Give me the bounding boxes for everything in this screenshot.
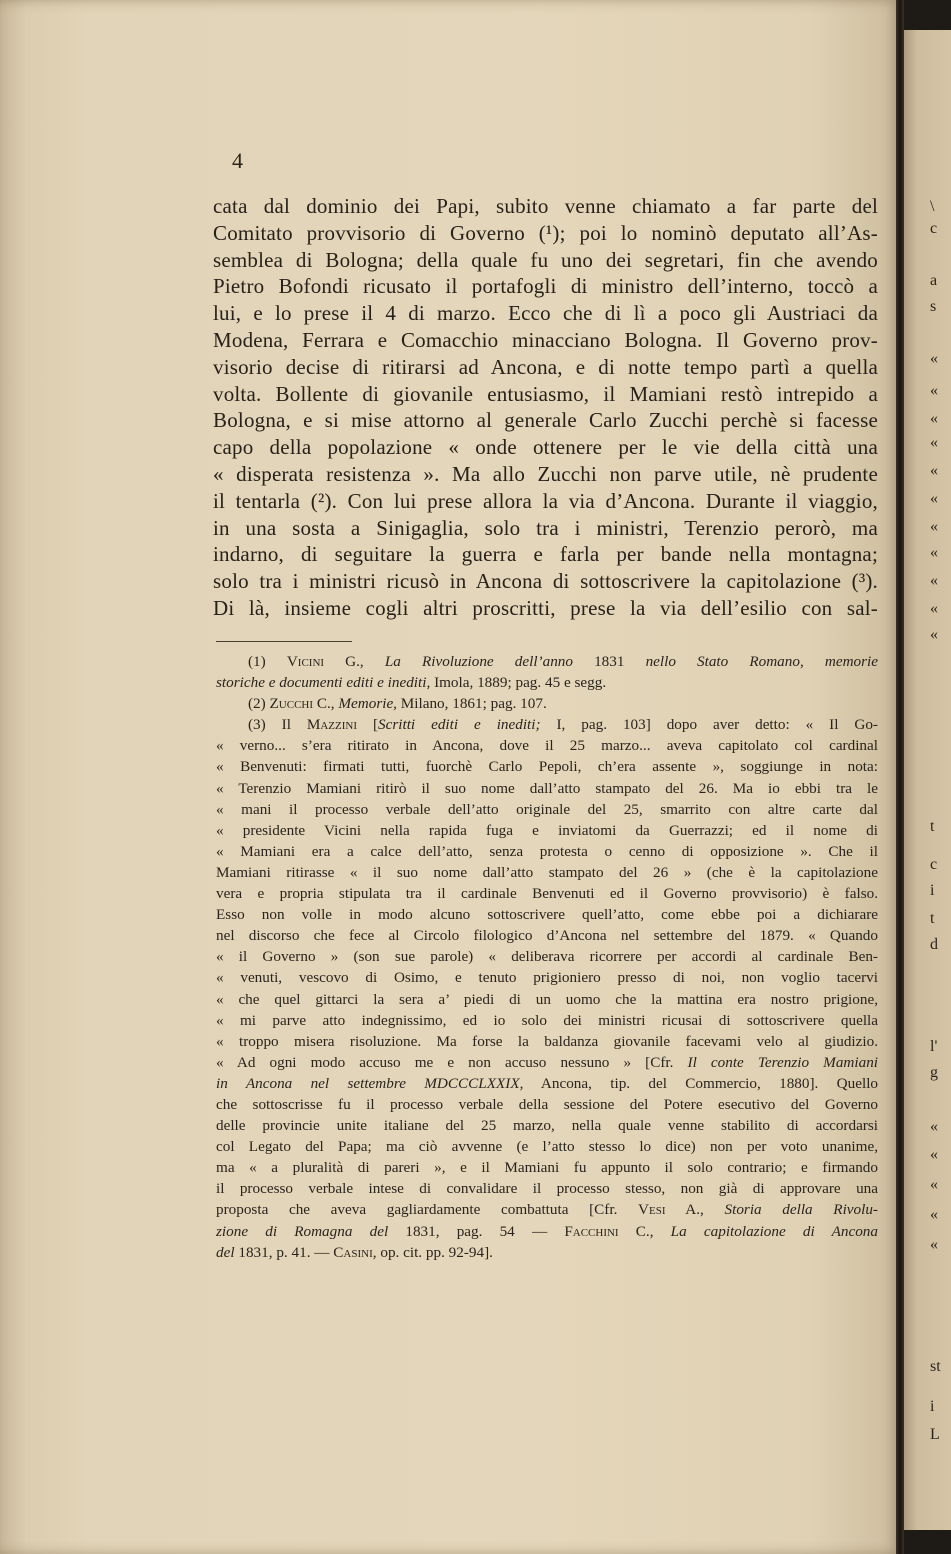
facing-page-letter: «	[930, 600, 938, 617]
footnote-fragment: C.,	[313, 695, 339, 713]
footnote-fragment: Ancona, tip. del Commercio, 1880]. Quello	[523, 1074, 879, 1092]
footnote-fragment: nel discorso che fece al Circolo filologico d’Ancona nel settembre del 1879. « Quando	[216, 927, 878, 945]
facing-page-letter: L	[930, 1426, 940, 1443]
footnote-fragment: Mamiani ritirasse « il suo nome dall’atto stampato del 26 » (che è la capitolazione	[216, 863, 878, 881]
footnote-line	[216, 989, 878, 1010]
footnote-line	[216, 672, 878, 693]
footnote-line	[216, 967, 878, 988]
footnote-fragment: Vicini	[286, 653, 325, 670]
text-line: in una sosta a Sinigaglia, solo tra i ministri, Terenzio perorò, ma	[213, 515, 878, 540]
facing-page-letter: a	[930, 272, 938, 289]
text-line: semblea di Bologna; della quale fu uno dei segretari, fin che avendo	[213, 247, 878, 272]
text-line: Modena, Ferrara e Comacchio minacciano Bologna. Il Governo prov-	[213, 327, 878, 352]
text-line: capo della popolazione « onde ottenere per le vie della città una	[213, 435, 878, 460]
footnote-fragment: La capitolazione di Ancona	[670, 1222, 878, 1240]
text-line: visorio decise di ritirarsi ad Ancona, e di notte tempo partì a quella	[213, 354, 878, 379]
footnote-fragment: zione di Romagna del	[216, 1222, 389, 1240]
footnote-fragment: col Legato del Papa; ma ciò avvenne (e l’atto stesso lo dice) non per voto unanime,	[216, 1138, 878, 1156]
footnote-line	[216, 820, 878, 841]
footnote-fragment: « Terenzio Mamiani ritirò il suo nome dall’atto stampato del 26. Ma io ebbi tra le	[216, 779, 878, 797]
footnote-line	[216, 651, 878, 672]
footnote-fragment: vera e propria stipulata tra il cardinale Benvenuti ed il Governo provvisorio) è falso.	[216, 885, 878, 903]
footnote-line	[216, 1010, 878, 1031]
footnote-fragment: « troppo misera risoluzione. Ma forse la baldanza giovanile facevami velo al giudizio.	[216, 1032, 878, 1050]
footnote-fragment: « Mamiani era a calce dell’atto, senza protesta o cenno di opposizione ». Che il	[216, 842, 878, 860]
footnote-fragment: Vesi	[638, 1201, 666, 1219]
facing-page-letter: «	[930, 382, 938, 399]
footnote-fragment: 1831, p. 41. —	[234, 1243, 334, 1261]
facing-page-letter: d	[930, 936, 938, 953]
facing-page-letter: «	[930, 626, 938, 643]
facing-page-letter: c	[930, 220, 938, 237]
footnote-line	[216, 1073, 878, 1094]
text-line: Di là, insieme cogli altri proscritti, prese la via dell’esilio con sal-	[213, 595, 878, 620]
facing-page-letter: «	[930, 490, 938, 507]
footnote-fragment: ,	[799, 653, 825, 670]
footnote-fragment: (3) Il	[248, 716, 307, 734]
facing-page-letter: i	[930, 882, 935, 899]
footnote-fragment: ma « a pluralità di pareri », e il Mamiani fu appunto il solo contrario; e firmando	[216, 1159, 878, 1177]
footnote-line	[216, 714, 878, 735]
footnote-fragment: Zucchi	[269, 695, 314, 713]
footnote-fragment: Scritti editi e inediti;	[378, 716, 541, 734]
facing-page-letter: «	[930, 1236, 938, 1253]
facing-page-letter: st	[930, 1358, 941, 1375]
footnote-fragment: Facchini	[564, 1222, 619, 1240]
footnote-fragment: proposta che aveva gagliardamente combattuta [Cfr.	[216, 1201, 639, 1219]
text-line: cata dal dominio dei Papi, subito venne chiamato a far parte del	[213, 194, 878, 218]
text-line: il tentarla (²). Con lui prese allora la via d’Ancona. Durante il viaggio,	[213, 488, 878, 513]
footnote-line	[216, 1094, 878, 1115]
text-line: volta. Bollente di giovanile entusiasmo, il Mamiani restò intrepido a	[213, 381, 878, 406]
footnote-line	[216, 883, 878, 904]
footnote-line	[216, 904, 878, 925]
facing-page-letter: l'	[930, 1038, 938, 1055]
footnote-fragment: Esso non volle in modo alcuno sottoscrivere quell’atto, come ebbe poi a dichiarare	[216, 906, 878, 924]
facing-page-letter: «	[930, 350, 938, 367]
footnote-fragment: Milano, 1861; pag. 107.	[396, 695, 547, 713]
footnote-fragment: « venuti, vescovo di Osimo, e tenuto prigioniero presso di noi, non voglio tacervi	[216, 969, 878, 987]
footnote-line	[216, 1178, 878, 1199]
footnote-fragment: [	[357, 716, 379, 734]
facing-page-letter: «	[930, 572, 938, 589]
facing-page-letter: c	[930, 856, 938, 873]
footnote-fragment: La Rivoluzione dell’anno	[384, 653, 573, 670]
facing-page-letter: s	[930, 298, 937, 315]
footnote-line	[216, 735, 878, 756]
footnote-fragment: Il conte Terenzio Mamiani	[687, 1053, 879, 1071]
footnote-line	[216, 1199, 878, 1220]
footnote-fragment: in Ancona nel settembre MDCCCLXXIX,	[216, 1074, 524, 1092]
footnote-fragment: « verno... s’era ritirato in Ancona, dove il 25 marzo... aveva capitolato col cardinal	[216, 737, 878, 755]
footnote-fragment: A.,	[665, 1201, 725, 1219]
footnote-fragment: Memorie,	[338, 695, 397, 713]
footnote-line	[216, 925, 878, 946]
footnote-fragment: « mi parve atto indegnissimo, ed io solo dei ministri ricusai di sottoscrivere quella	[216, 1011, 878, 1029]
footnote-fragment: delle provincie unite italiane del 25 marzo, nella quale venne stabilito di accordarsi	[216, 1117, 878, 1135]
footnote-fragment: « presidente Vicini nella rapida fuga e inviatomi da Guerrazzi; ed il nome di	[216, 821, 878, 839]
facing-page-letter: «	[930, 1146, 938, 1163]
text-line: Pietro Bofondi ricusato il portafogli di ministro dell’interno, toccò a	[213, 274, 878, 299]
facing-page-letter: «	[930, 462, 938, 479]
footnote-fragment: memorie	[824, 653, 879, 670]
footnote-fragment: Storia della Rivolu-	[724, 1201, 878, 1219]
footnote-fragment: « che quel gittarci la sera a’ piedi di un uomo che la mattina era nostro prigione,	[216, 990, 878, 1008]
footnote-line	[216, 693, 878, 714]
text-line: « disperata resistenza ». Ma allo Zucchi non parve utile, nè prudente	[213, 461, 878, 486]
footnote-line	[216, 1136, 878, 1157]
footnote-fragment: G.,	[324, 653, 385, 670]
text-line: indarno, di seguitare la guerra e farla per bande nella montagna;	[213, 542, 878, 567]
main-text-block	[213, 193, 878, 622]
facing-page-letter: «	[930, 434, 938, 451]
facing-page-letter: «	[930, 410, 938, 427]
footnote-line	[216, 1052, 878, 1073]
footnote-line	[216, 799, 878, 820]
footnote-line	[216, 841, 878, 862]
footnote-line	[216, 1157, 878, 1178]
footnote-fragment: « mani il processo verbale dell’atto originale del 25, smarrito con altre carte dal	[216, 800, 878, 818]
facing-page-letter: t	[930, 910, 935, 927]
footnote-line	[216, 1115, 878, 1136]
footnote-fragment: « il Governo » (son sue parole) « deliberava ricorrere per accordi al cardinale Ben-	[216, 948, 878, 966]
footnote-fragment: 1831, pag. 54 —	[388, 1222, 565, 1240]
footnote-line	[216, 1221, 878, 1242]
footnote-separator-rule	[216, 641, 352, 642]
facing-page-letter: t	[930, 818, 935, 835]
footnote-line	[216, 862, 878, 883]
footnote-line	[216, 1031, 878, 1052]
facing-page-letter: i	[930, 1398, 935, 1415]
footnote-line	[216, 756, 878, 777]
footnote-fragment: (2)	[248, 695, 270, 713]
facing-page-letter: «	[930, 544, 938, 561]
facing-page-edge	[902, 30, 951, 1530]
page-number: 4	[232, 148, 243, 173]
footnote-fragment: nello Stato Romano	[645, 653, 800, 670]
footnotes-block	[216, 651, 878, 1263]
footnote-fragment: 1831	[572, 653, 646, 670]
text-line: Bologna, e si mise attorno al generale Carlo Zucchi perchè si facesse	[213, 408, 878, 433]
footnote-fragment: che sottoscrisse fu il processo verbale della sessione del Potere esecutivo del Governo	[216, 1095, 878, 1113]
facing-page-letter: «	[930, 518, 938, 535]
footnote-fragment: Casini	[333, 1243, 373, 1261]
footnote-line	[216, 778, 878, 799]
facing-page-letter: «	[930, 1118, 938, 1135]
footnote-line	[216, 1242, 878, 1263]
footnote-fragment: « Ad ogni modo accuso me e non accuso nessuno » [Cfr.	[216, 1053, 688, 1071]
footnote-line	[216, 946, 878, 967]
footnote-fragment: I, pag. 103] dopo aver detto: « Il Go-	[540, 716, 878, 734]
footnote-fragment: il processo verbale intese di convalidare il processo stesso, non già di approvare una	[216, 1180, 878, 1198]
text-line: solo tra i ministri ricusò in Ancona di sottoscrivere la capitolazione (³).	[213, 569, 878, 594]
footnote-fragment: Imola, 1889; pag. 45 e segg.	[430, 674, 607, 692]
facing-page-letter: g	[930, 1064, 938, 1081]
footnote-fragment: Mazzini	[306, 716, 358, 734]
facing-page-letter: «	[930, 1176, 938, 1193]
text-line: Comitato provvisorio di Governo (¹); poi lo nominò deputato all’As-	[213, 220, 878, 245]
footnote-fragment: del	[216, 1243, 235, 1261]
text-line: lui, e lo prese il 4 di marzo. Ecco che di lì a poco gli Austriaci da	[213, 301, 878, 326]
facing-page-letter: \	[930, 198, 935, 215]
footnote-fragment: « Benvenuti: firmati tutti, fuorchè Carlo Pepoli, ch’era assente », soggiunge in nota:	[216, 758, 878, 776]
footnote-fragment: storiche e documenti editi e inediti,	[216, 674, 431, 692]
footnote-fragment: , op. cit. pp. 92-94].	[372, 1243, 493, 1261]
book-binding-gutter	[896, 0, 904, 1554]
footnote-fragment: C.,	[618, 1222, 671, 1240]
facing-page-letter: «	[930, 1206, 938, 1223]
footnote-fragment: (1)	[248, 653, 287, 670]
